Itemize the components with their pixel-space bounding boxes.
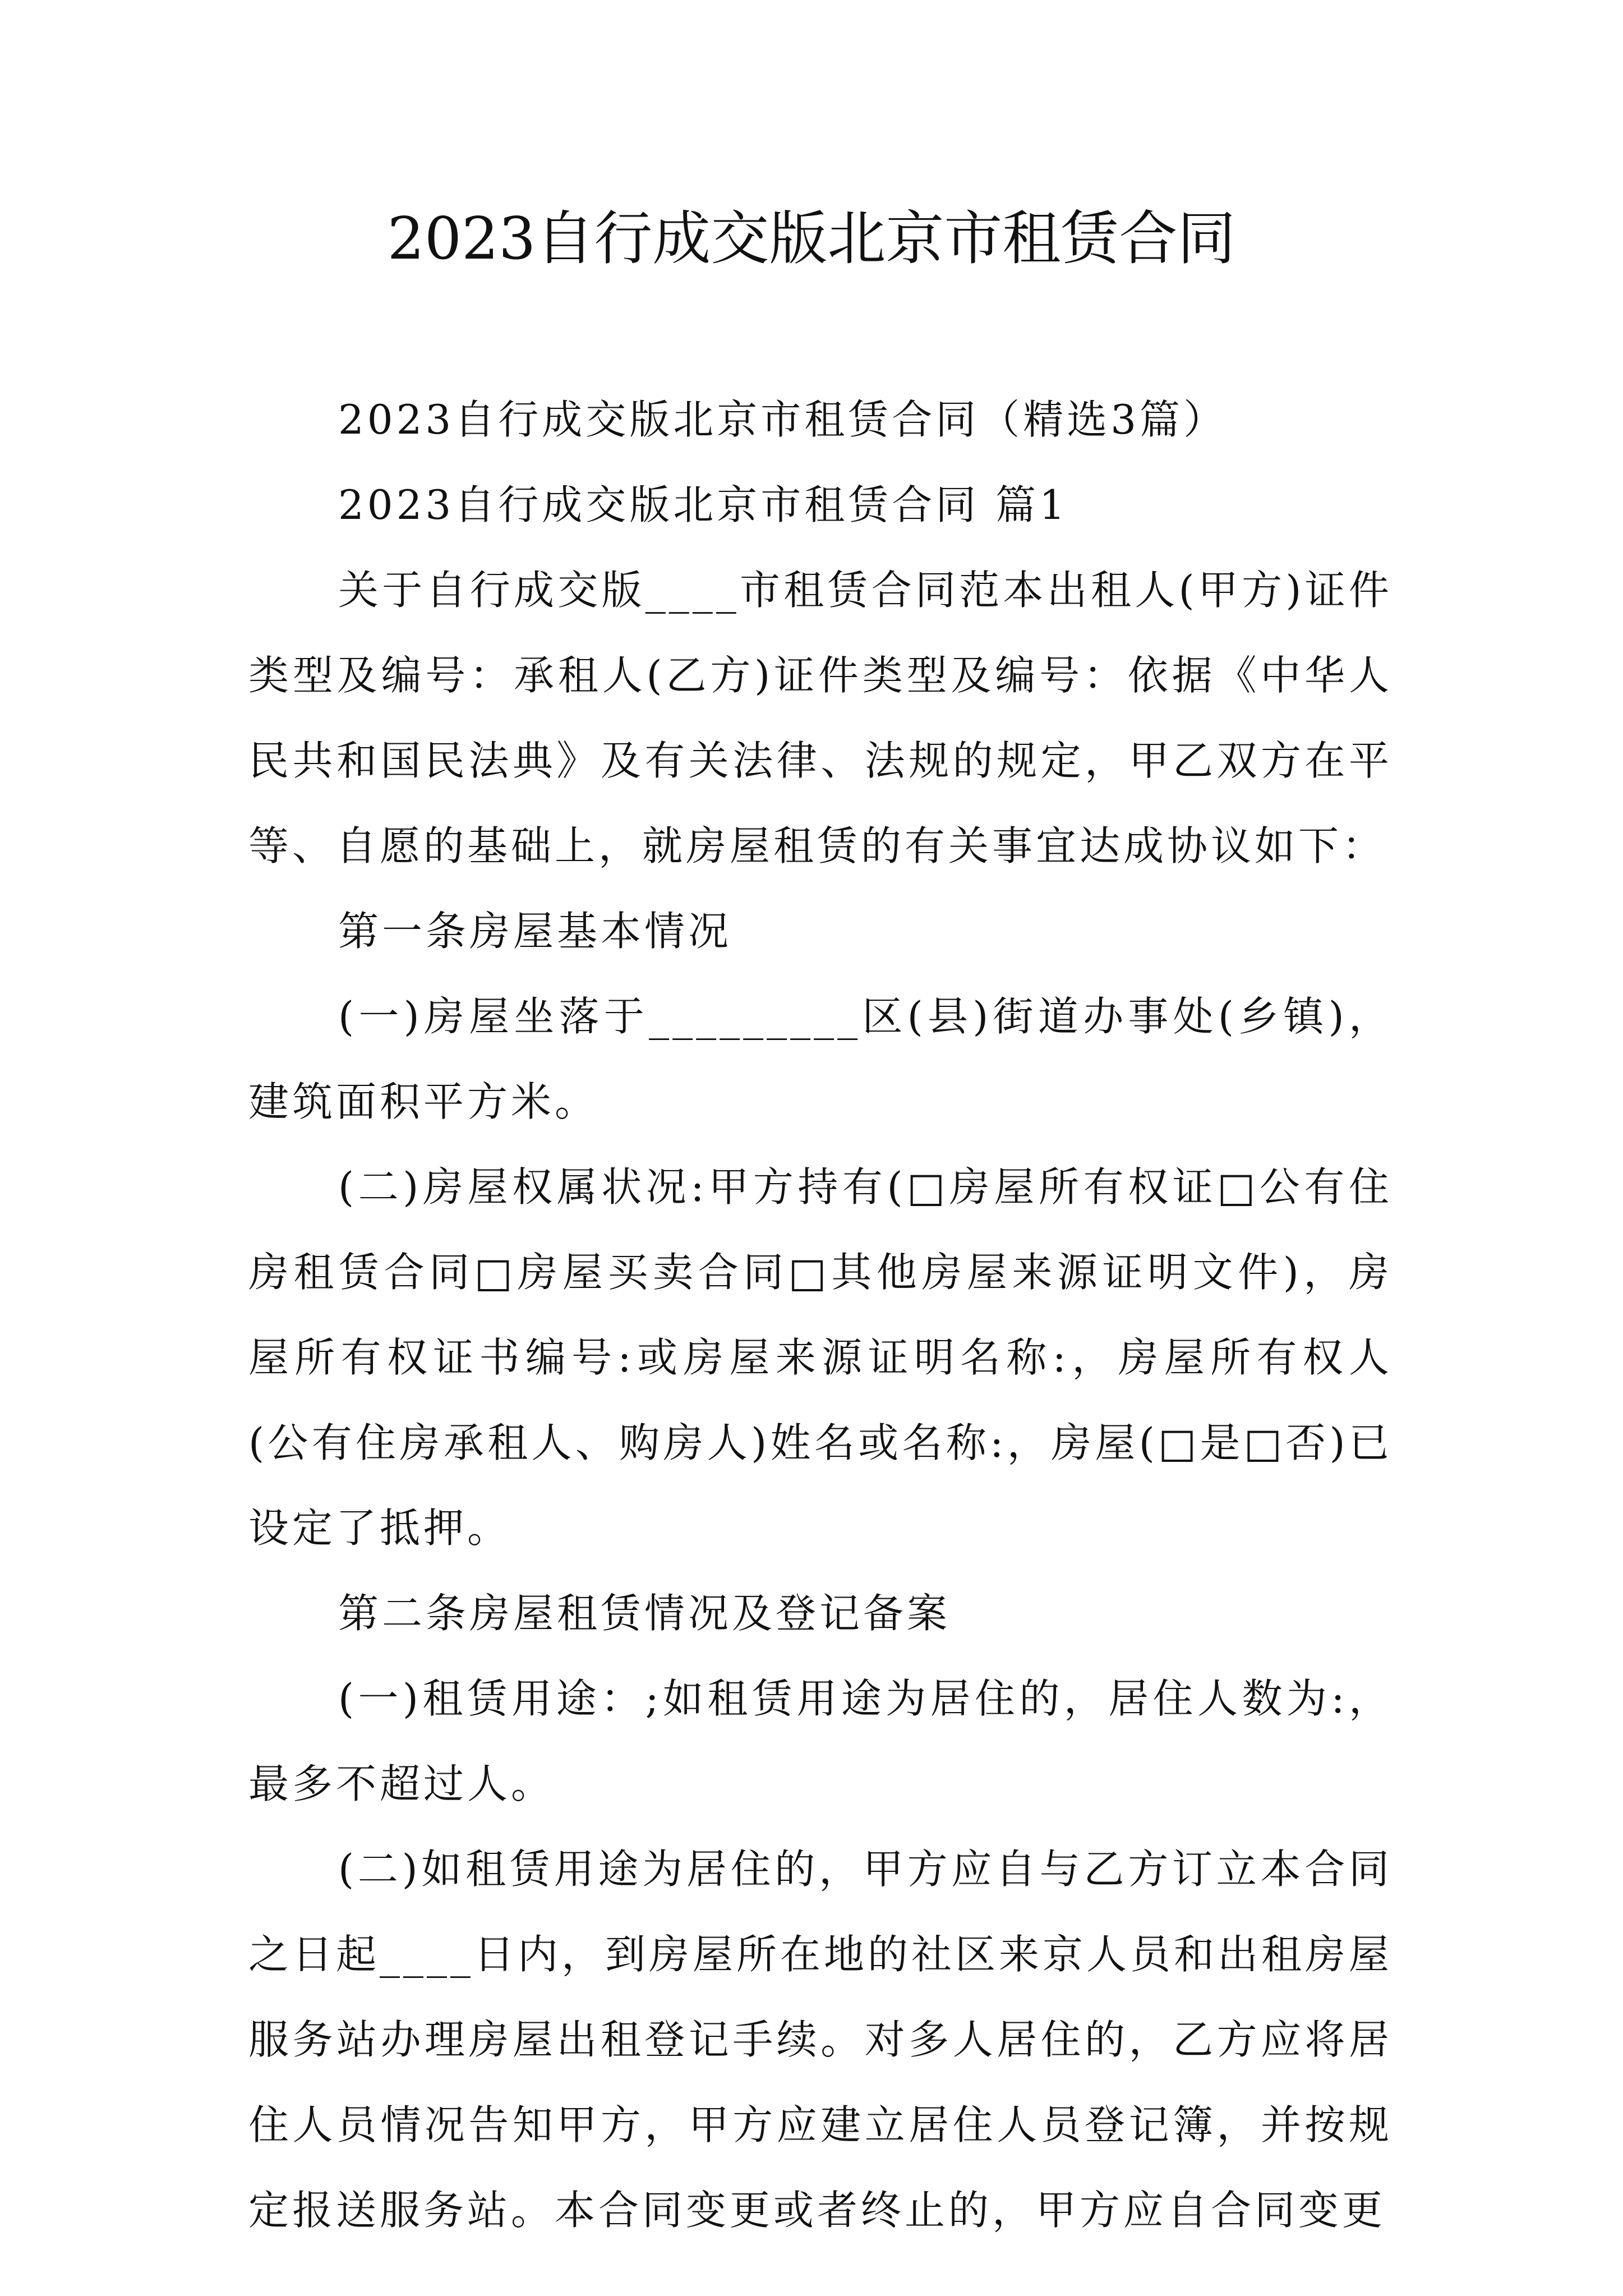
document-title: 2023自行成交版北京市租赁合同: [387, 204, 1236, 273]
body-paragraph: (一)租赁用途：;如租赁用途为居住的，居住人数为:，最多不超过人。: [248, 1675, 1393, 1807]
body-paragraph: (二)房屋权属状况:甲方持有(□房屋所有权证□公有住房租赁合同□房屋买卖合同□其他房屋来源证明文件)，房屋所有权证书编号:或房屋来源证明名称:，房屋所有权人(公有住房承租人、购房人)姓名或名称:，房屋(□是□否)已设定了抵押。: [248, 1163, 1393, 1552]
article-heading: 第一条房屋基本情况: [338, 908, 732, 955]
section-heading: 2023自行成交版北京市租赁合同 篇1: [338, 481, 1068, 528]
body-paragraph: (二)如租赁用途为居住的，甲方应自与乙方订立本合同之日起____日内，到房屋所在地的社区来京人员和出租房屋服务站办理房屋出租登记手续。对多人居住的，乙方应将居住人员情况告知甲方，甲方应建立居住人员登记簿，并按规定报送服务站。本合同变更或者终止的，甲方应自合同变更: [248, 1846, 1393, 2234]
body-paragraph: 关于自行成交版____市租赁合同范本出租人(甲方)证件类型及编号：承租人(乙方)证件类型及编号：依据《中华人民共和国民法典》及有关法律、法规的规定，甲乙双方在平等、自愿的基础上，就房屋租赁的有关事宜达成协议如下：: [248, 567, 1393, 869]
document-body: [248, 377, 1393, 2253]
body-paragraph: (一)房屋坐落于_________区(县)街道办事处(乡镇)，建筑面积平方米。: [248, 993, 1393, 1125]
subtitle-paragraph: 2023自行成交版北京市租赁合同（精选3篇）: [338, 396, 1228, 443]
article-heading: 第二条房屋租赁情况及登记备案: [338, 1590, 951, 1637]
